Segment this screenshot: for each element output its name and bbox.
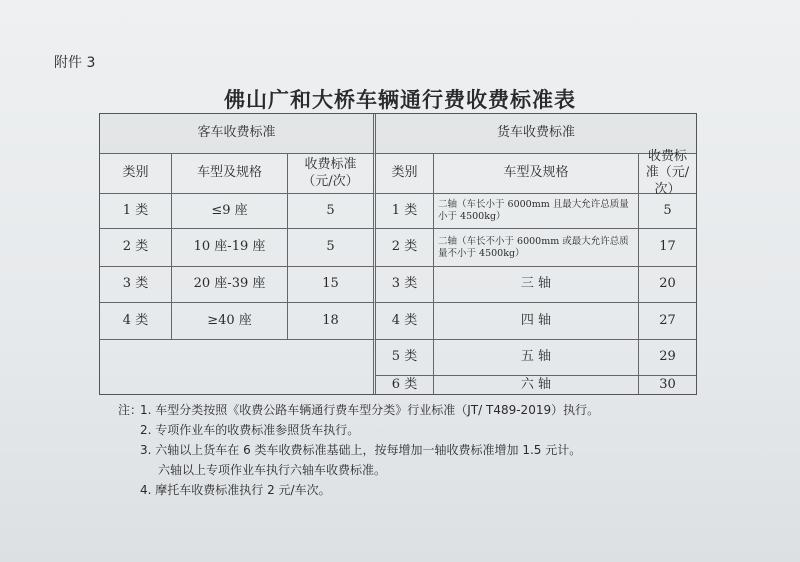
passenger-fee-cell: 18: [288, 303, 376, 340]
passenger-category-cell: 3 类: [100, 267, 172, 303]
passenger-fee-cell: 15: [288, 267, 376, 303]
passenger-section-header: 客车收费标准: [100, 114, 376, 154]
passenger-fee-cell: 5: [288, 194, 376, 229]
truck-fee-cell: 29: [639, 340, 696, 376]
truck-category-cell: 3 类: [376, 267, 434, 303]
truck-col-category: 类别: [376, 154, 434, 194]
truck-section-header: 货车收费标准: [376, 114, 696, 154]
passenger-spec-cell: 20 座-39 座: [172, 267, 288, 303]
passenger-spec-cell: ≤9 座: [172, 194, 288, 229]
passenger-col-spec: 车型及规格: [172, 154, 288, 194]
passenger-category-cell: 4 类: [100, 303, 172, 340]
truck-fee-cell: 5: [639, 194, 696, 229]
truck-spec-cell: 五 轴: [434, 340, 639, 376]
passenger-spec-cell: 10 座-19 座: [172, 229, 288, 267]
truck-category-cell: 5 类: [376, 340, 434, 376]
truck-fee-cell: 27: [639, 303, 696, 340]
truck-spec-cell: 四 轴: [434, 303, 639, 340]
note-item: 3. 六轴以上货车在 6 类车收费标准基础上，按每增加一轴收费标准增加 1.5 元计。: [140, 443, 582, 457]
passenger-empty-area: [100, 340, 376, 394]
truck-fee-cell: 30: [659, 376, 676, 392]
truck-spec-cell: 三 轴: [434, 267, 639, 303]
document-title: 佛山广和大桥车辆通行费收费标准表: [224, 88, 576, 112]
passenger-col-fee: 收费标准（元/次）: [288, 154, 376, 194]
truck-category-cell: 1 类: [376, 194, 434, 229]
truck-fee-cell: 17: [639, 229, 696, 267]
note-item: 六轴以上专项作业车执行六轴车收费标准。: [158, 463, 387, 477]
passenger-spec-cell: ≥40 座: [172, 303, 288, 340]
truck-col-spec: 车型及规格: [434, 154, 639, 194]
truck-category-cell: 2 类: [376, 229, 434, 267]
note-item: 1. 车型分类按照《收费公路车辆通行费车型分类》行业标准（JT/ T489-2019）执行。: [140, 403, 600, 417]
note-item: 4. 摩托车收费标准执行 2 元/车次。: [140, 483, 331, 497]
truck-spec-cell: 二轴（车长不小于 6000mm 或最大允许总质量不小于 4500kg）: [434, 229, 639, 267]
passenger-category-cell: 1 类: [100, 194, 172, 229]
truck-spec-cell: 二轴（车长小于 6000mm 且最大允许总质量小于 4500kg）: [434, 194, 639, 229]
attachment-label: 附件 3: [54, 55, 96, 71]
truck-spec-cell: 六 轴: [434, 376, 639, 394]
notes-prefix: 注：: [118, 403, 143, 417]
truck-col-fee: 收费标准（元/次）: [639, 154, 696, 194]
passenger-fee-cell: 5: [288, 229, 376, 267]
truck-fee-cell: 20: [639, 267, 696, 303]
passenger-col-category: 类别: [100, 154, 172, 194]
truck-category-cell: 6 类: [376, 376, 434, 394]
note-item: 2. 专项作业车的收费标准参照货车执行。: [140, 423, 360, 437]
fee-table: [99, 113, 697, 395]
notes-block: [118, 400, 599, 500]
truck-category-cell: 4 类: [376, 303, 434, 340]
passenger-category-cell: 2 类: [100, 229, 172, 267]
